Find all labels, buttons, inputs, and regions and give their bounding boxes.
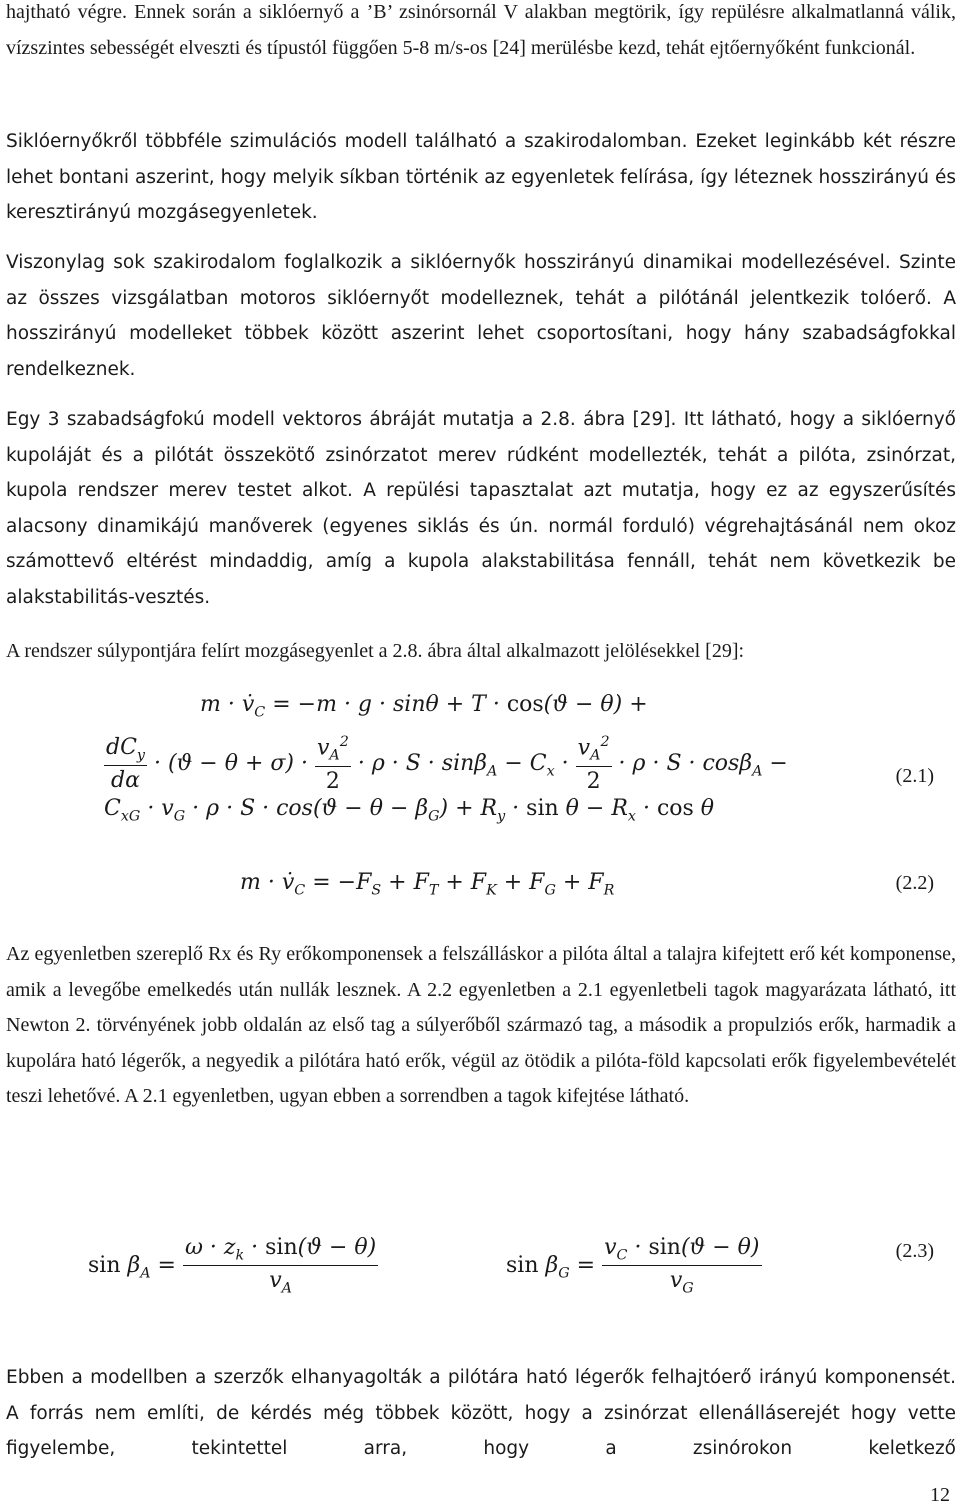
equation-2-1-line-1: $m \cdot v̇_C = -m \cdot g \cdot \sin\theta + T \cdot \cos(ϑ - \theta)$ +	[200, 692, 648, 721]
paragraph-4: Egy 3 szabadságfokú modell vektoros ábráját mutatja a 2.8. ábra [29]. Itt látható, hogy a siklóernyő kupoláját és a pilótát összekötő zsinórzatot merev rúdként modellezték, tehát a pilóta, zsinórzat, kupola rendszer merev testet alkot. A repülési tapasztalat azt mutatja, hogy ez az egyszerűsítés alacsony dinamikájú manőverek (egyenes siklás és ún. normál forduló) végrehajtásánál nem okoz számottevő eltérést mindaddig, amíg a kupola alakstabilitása fennáll, tehát nem következik be alakstabilitás-vesztés.	[6, 409, 956, 608]
paragraph-3: Viszonylag sok szakirodalom foglalkozik a siklóernyők hosszirányú dinamikai modellezésével. Szinte az összes vizsgálatban motoros siklóernyőt modelleznek, tehát a pilótánál jelentkezik tolóerő. A hosszirányú modelleket többek között aszerint lehet csoportosítani, hogy hány szabadságfokkal rendelkeznek.	[6, 252, 956, 380]
paragraph-1: hajtható végre. Ennek során a siklóernyő a ’B’ zsinórsornál V alakban megtörik, így repülésre alkalmatlanná válik, vízszintes sebességét elveszti és típustól függően 5-8 m/s-os [24] merülésbe kezd, tehát ejtőernyőként funkcionál.	[6, 1, 956, 59]
equation-2-3-right: $\sin \beta_G$ = $\frac{v_C \cdot \sin(ϑ - \theta)}{v_G}$	[506, 1235, 760, 1297]
equation-number-2-2: (2.2)	[895, 872, 934, 894]
equation-2-2: $m \cdot v̇_C = -F_S + F_T + F_K + F_G + F_R$	[240, 870, 615, 899]
equation-number-2-1: (2.1)	[895, 765, 934, 787]
paragraph-5: A rendszer súlypontjára felírt mozgásegyenlet a 2.8. ábra által alkalmazott jelölésekkel [29]:	[6, 640, 745, 662]
page-number: 12	[930, 1484, 950, 1506]
paragraph-2: Siklóernyőkről többféle szimulációs modell található a szakirodalomban. Ezeket leginkább két részre lehet bontani aszerint, hogy melyik síkban történik az egyenletek felírása, így léteznek hosszirányú és keresztirányú mozgásegyenletek.	[6, 131, 956, 223]
paragraph-7: Ebben a modellben a szerzők elhanyagolták a pilótára ható légerők felhajtóerő irányú komponensét. A forrás nem említi, de kérdés még többek között, hogy a zsinórzat ellenálláserejét hogy vette figyelembe, tekintettel arra, hogy a zsinórokon keletkező	[6, 1367, 956, 1459]
paragraph-6: Az egyenletben szereplő Rx és Ry erőkomponensek a felszálláskor a pilóta által a talajra kifejtett erő két komponense, amik a levegőbe emelkedés után nullák lesznek. A 2.2 egyenletben a 2.1 egyenletbeli tagok magyarázata látható, itt Newton 2. törvényének jobb oldalán az első tag a súlyerőből származó tag, a második a propulziós erők, harmadik a kupolára ható légerők, a negyedik a pilótára ható erők, végül az ötödik a pilóta-föld kapcsolati erők figyelembevételét teszi lehetővé. A 2.1 egyenletben, ugyan ebben a sorrendben a tagok kifejtése látható.	[6, 943, 956, 1107]
equation-2-3-left: $\sin \beta_A$ = $\frac{\omega \cdot z_k \cdot \sin(ϑ - \theta)}{v_A}$	[88, 1235, 377, 1297]
equation-number-2-3: (2.3)	[895, 1240, 934, 1262]
equation-2-1-line-2: $\frac{dC_y}{d\alpha}$ · (ϑ − θ + σ) · $\frac{v_A^2}{2}$ · $\rho \cdot S \cdot \sin\beta_A - C_x$ · $\frac{v_A^2}{2}$ · ρ · S · cosβ$_A$ −	[106, 734, 788, 794]
equation-2-1-line-3: $C_{xG} \cdot v_G \cdot \rho \cdot S \cdot \cos(ϑ - \theta - \beta_G) + R_y \cdot \sin \theta - R_x \cdot \cos \theta$	[104, 796, 715, 825]
